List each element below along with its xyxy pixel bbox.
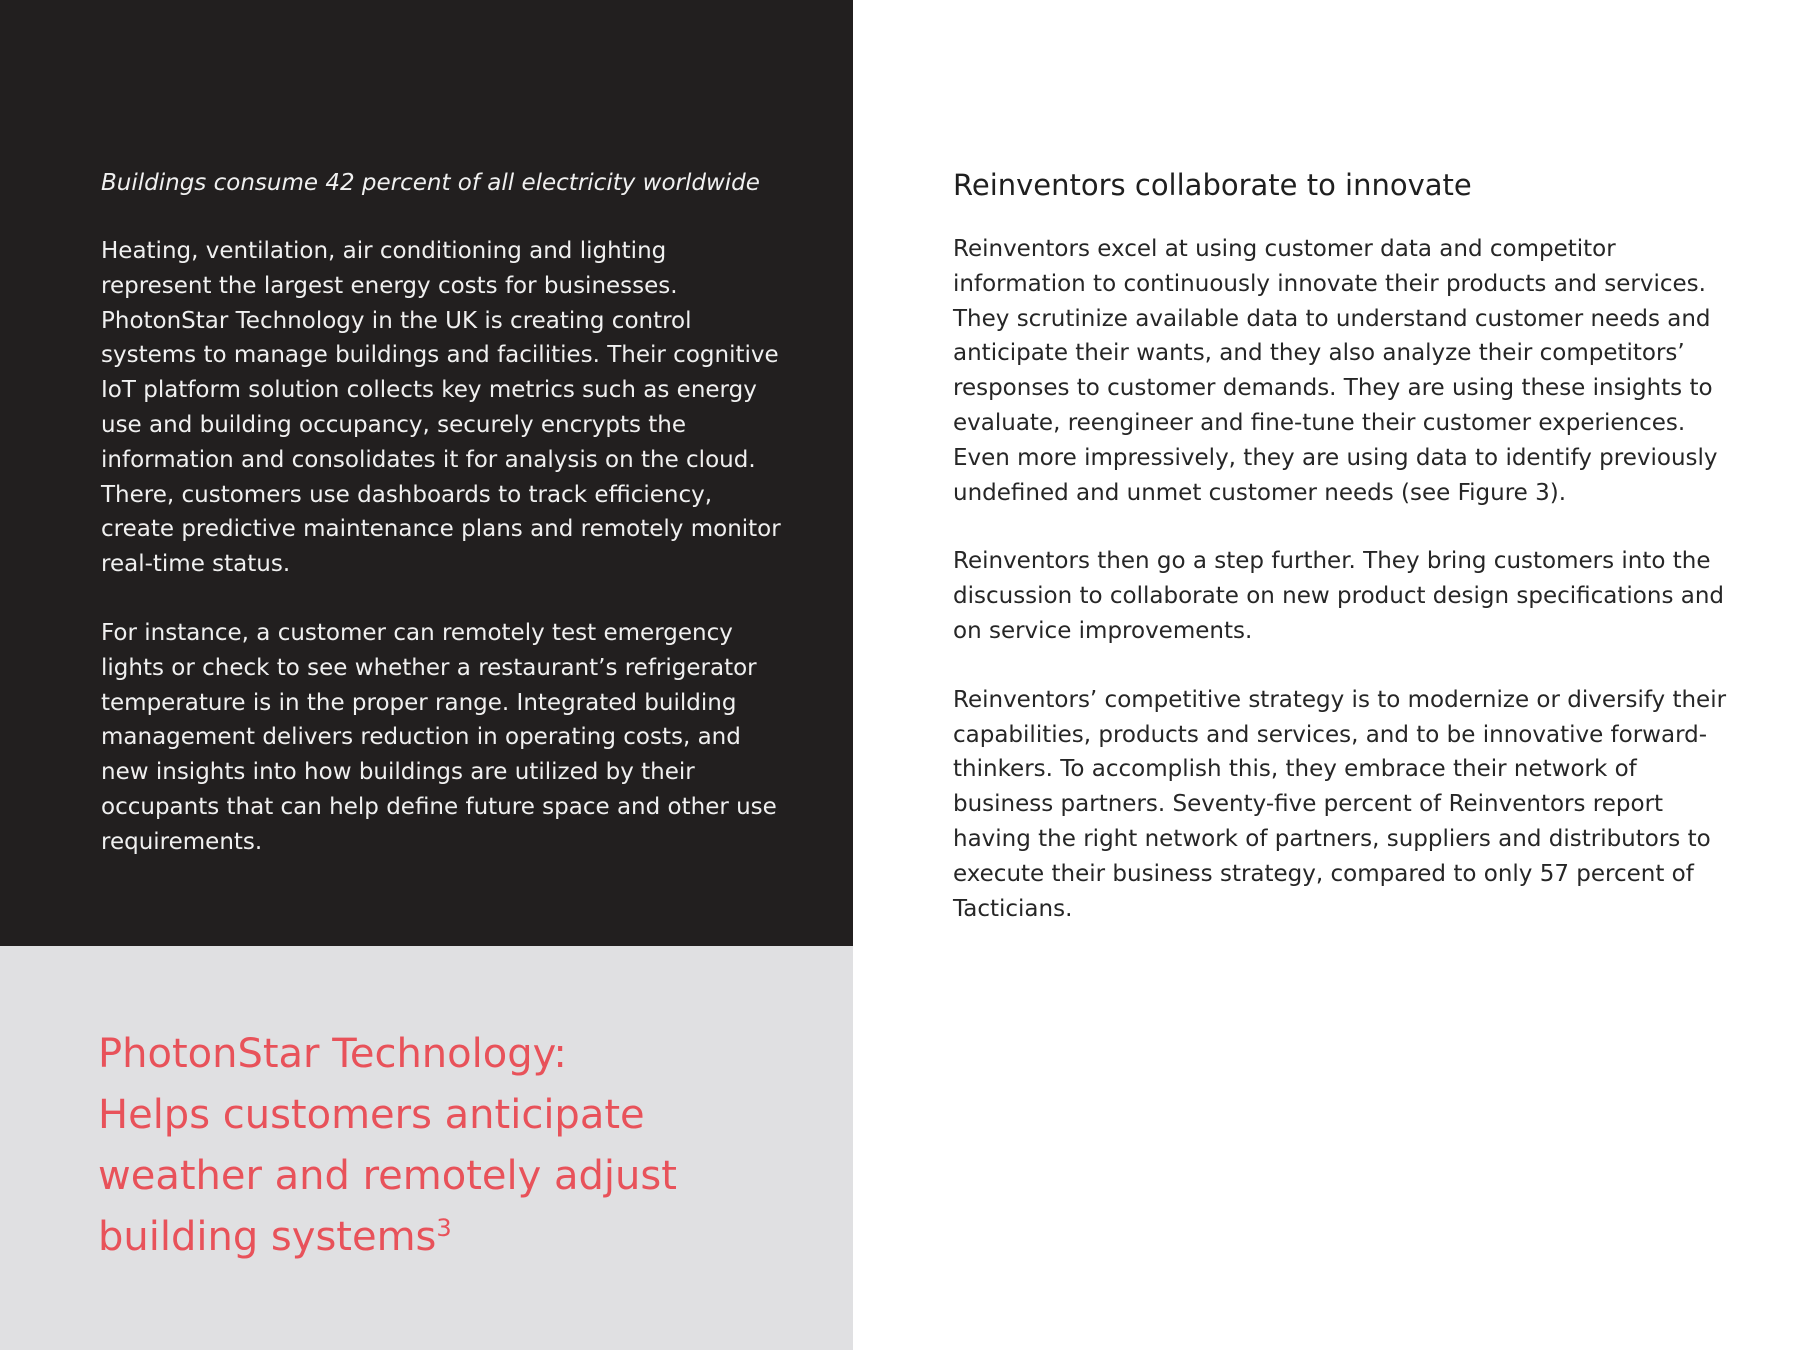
case-study-paragraph: Heating, ventilation, air conditioning and lighting represent the largest energy costs for businesses. PhotonStar Technology in the UK is creating control systems to manage buildings and facilities. Their cognitive IoT platform solution collects key metrics such as energy use and building occupancy, securely encrypts the information and consolidates it for analysis on the cloud. There, customers use dashboards to track efficiency, create predictive maintenance plans and remotely monitor real-time status. [101,238,781,578]
case-study-subtitle: Buildings consume 42 percent of all electricity worldwide [101,170,760,196]
article-body [953,164,1733,960]
section-heading: Reinventors collaborate to innovate [953,168,1472,202]
case-study-paragraph: For instance, a customer can remotely test emergency lights or check to see whether a restaurant’s refrigerator temperature is in the proper range. Integrated building management delivers reduction in operating costs, and new insights into how buildings are utilized by their occupants that can help define future space and other use requirements. [101,619,777,855]
callout-heading [98,1024,818,1268]
footnote-marker: 3 [436,1214,452,1242]
callout-line: PhotonStar Technology: [98,1031,567,1077]
callout-line: weather and remotely adjust [98,1153,677,1199]
dark-panel [0,0,853,946]
callout-line: building systems [98,1214,437,1260]
article-paragraph: Reinventors’ competitive strategy is to modernize or diversify their capabilities, products and services, and to be innovative forward-thinkers. To accomplish this, they embrace their network of business partners. Seventy-five percent of Reinventors report having the right network of partners, suppliers and distributors to execute their business strategy, compared to only 57 percent of Tacticians. [953,686,1727,922]
article-panel [853,0,1800,1350]
callout-line: Helps customers anticipate [98,1092,645,1138]
case-study-body [101,166,781,894]
article-paragraph: Reinventors then go a step further. They bring customers into the discussion to collaborate on new product design specifications and on service improvements. [953,548,1725,644]
article-paragraph: Reinventors excel at using customer data and competitor information to continuously innovate their products and services. They scrutinize available data to understand customer needs and anticipate their wants, and they also analyze their competitors’ responses to customer demands. They are using these insights to evaluate, reengineer and fine-tune their customer experiences. Even more impressively, they are using data to identify previously undefined and unmet customer needs (see Figure 3). [953,236,1718,506]
